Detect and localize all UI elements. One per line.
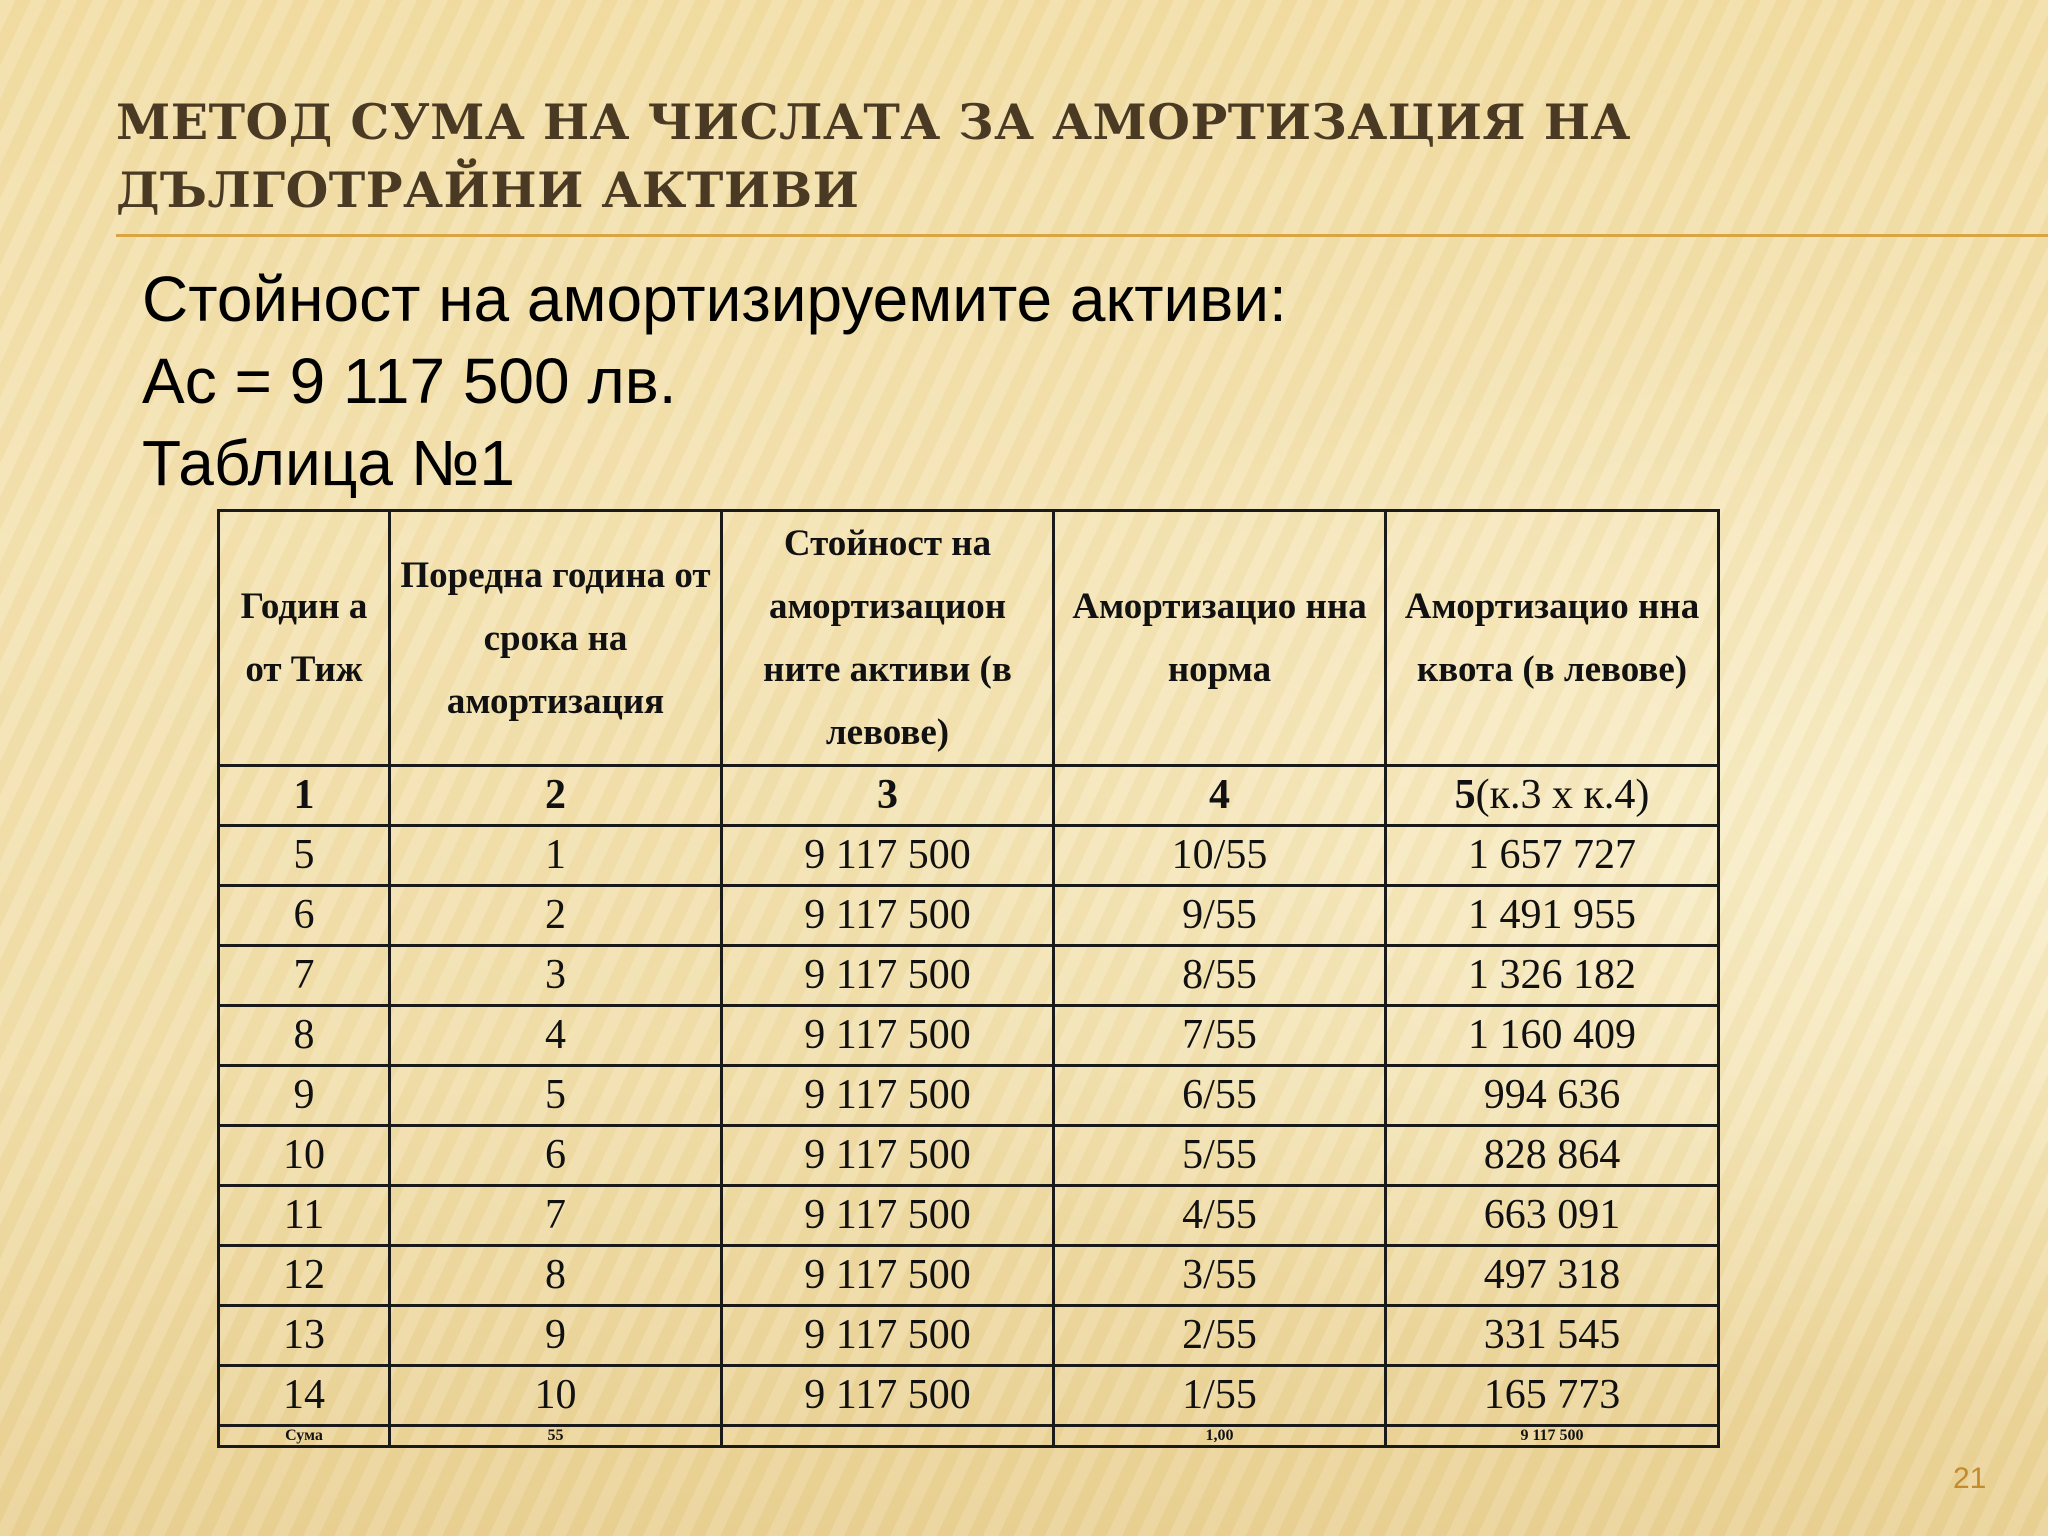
table-row <box>219 1186 1719 1246</box>
table-row <box>219 1006 1719 1066</box>
page-number: 21 <box>1953 1462 1987 1495</box>
cell-quota: 1 160 409 <box>1386 1006 1719 1066</box>
cell-ordinal-year: 1 <box>390 826 722 886</box>
cell-year: 12 <box>219 1246 390 1306</box>
asset-value-label: Стойност на амортизируемите активи: <box>142 263 1287 335</box>
table-caption: Таблица №1 <box>142 427 515 499</box>
column-number: 4 <box>1054 766 1386 826</box>
total-quota: 9 117 500 <box>1386 1426 1719 1447</box>
cell-year: 13 <box>219 1306 390 1366</box>
cell-rate: 7/55 <box>1054 1006 1386 1066</box>
title-divider <box>116 234 2048 237</box>
cell-asset-value: 9 117 500 <box>722 1306 1054 1366</box>
cell-ordinal-year: 10 <box>390 1366 722 1426</box>
header-ordinal-year: Поредна година от срока на амортизация <box>390 511 722 766</box>
table-row <box>219 1126 1719 1186</box>
cell-ordinal-year: 4 <box>390 1006 722 1066</box>
table-row <box>219 1066 1719 1126</box>
cell-ordinal-year: 8 <box>390 1246 722 1306</box>
cell-ordinal-year: 3 <box>390 946 722 1006</box>
total-row <box>219 1426 1719 1447</box>
header-asset-value: Стойност на амортизацион ните активи (в левове) <box>722 511 1054 766</box>
cell-year: 6 <box>219 886 390 946</box>
cell-quota: 1 657 727 <box>1386 826 1719 886</box>
column-5-formula: (к.3 х к.4) <box>1475 772 1650 818</box>
table-row <box>219 886 1719 946</box>
cell-rate: 5/55 <box>1054 1126 1386 1186</box>
column-number: 1 <box>219 766 390 826</box>
cell-quota: 165 773 <box>1386 1366 1719 1426</box>
cell-year: 5 <box>219 826 390 886</box>
cell-asset-value: 9 117 500 <box>722 1246 1054 1306</box>
cell-quota: 1 491 955 <box>1386 886 1719 946</box>
cell-rate: 6/55 <box>1054 1066 1386 1126</box>
cell-asset-value: 9 117 500 <box>722 1066 1054 1126</box>
table-row <box>219 1246 1719 1306</box>
cell-rate: 10/55 <box>1054 826 1386 886</box>
cell-ordinal-year: 2 <box>390 886 722 946</box>
cell-quota: 1 326 182 <box>1386 946 1719 1006</box>
header-row <box>219 511 1719 766</box>
column-number <box>1386 766 1719 826</box>
header-depreciation-quota: Амортизацио нна квота (в левове) <box>1386 511 1719 766</box>
cell-rate: 8/55 <box>1054 946 1386 1006</box>
total-rate: 1,00 <box>1054 1426 1386 1447</box>
cell-quota: 828 864 <box>1386 1126 1719 1186</box>
column-number: 2 <box>390 766 722 826</box>
cell-year: 9 <box>219 1066 390 1126</box>
cell-ordinal-year: 6 <box>390 1126 722 1186</box>
cell-rate: 4/55 <box>1054 1186 1386 1246</box>
cell-rate: 2/55 <box>1054 1306 1386 1366</box>
cell-rate: 1/55 <box>1054 1366 1386 1426</box>
cell-asset-value: 9 117 500 <box>722 1126 1054 1186</box>
cell-ordinal-year: 7 <box>390 1186 722 1246</box>
cell-ordinal-year: 5 <box>390 1066 722 1126</box>
table-row <box>219 826 1719 886</box>
total-ordinal-sum: 55 <box>390 1426 722 1447</box>
total-asset-value <box>722 1426 1054 1447</box>
header-year: Годин а от Тиж <box>219 511 390 766</box>
cell-asset-value: 9 117 500 <box>722 1186 1054 1246</box>
cell-year: 7 <box>219 946 390 1006</box>
cell-asset-value: 9 117 500 <box>722 1366 1054 1426</box>
cell-quota: 497 318 <box>1386 1246 1719 1306</box>
column-number-row <box>219 766 1719 826</box>
table-row <box>219 1306 1719 1366</box>
column-number-5: 5 <box>1454 772 1476 818</box>
cell-rate: 3/55 <box>1054 1246 1386 1306</box>
cell-year: 8 <box>219 1006 390 1066</box>
cell-year: 14 <box>219 1366 390 1426</box>
cell-ordinal-year: 9 <box>390 1306 722 1366</box>
table-row <box>219 946 1719 1006</box>
cell-year: 10 <box>219 1126 390 1186</box>
cell-quota: 994 636 <box>1386 1066 1719 1126</box>
column-number: 3 <box>722 766 1054 826</box>
cell-rate: 9/55 <box>1054 886 1386 946</box>
slide-title: МЕТОД СУМА НА ЧИСЛАТА ЗА АМОРТИЗАЦИЯ НА ДЪЛГОТРАЙНИ АКТИВИ <box>116 93 1631 219</box>
total-label: Сума <box>219 1426 390 1447</box>
cell-asset-value: 9 117 500 <box>722 946 1054 1006</box>
intro-text <box>142 258 1287 504</box>
cell-asset-value: 9 117 500 <box>722 886 1054 946</box>
header-depreciation-rate: Амортизацио нна норма <box>1054 511 1386 766</box>
cell-year: 11 <box>219 1186 390 1246</box>
cell-quota: 331 545 <box>1386 1306 1719 1366</box>
cell-asset-value: 9 117 500 <box>722 826 1054 886</box>
cell-quota: 663 091 <box>1386 1186 1719 1246</box>
cell-asset-value: 9 117 500 <box>722 1006 1054 1066</box>
depreciation-table <box>217 509 1720 1448</box>
table-row <box>219 1366 1719 1426</box>
asset-value: Ас = 9 117 500 лв. <box>142 345 677 417</box>
